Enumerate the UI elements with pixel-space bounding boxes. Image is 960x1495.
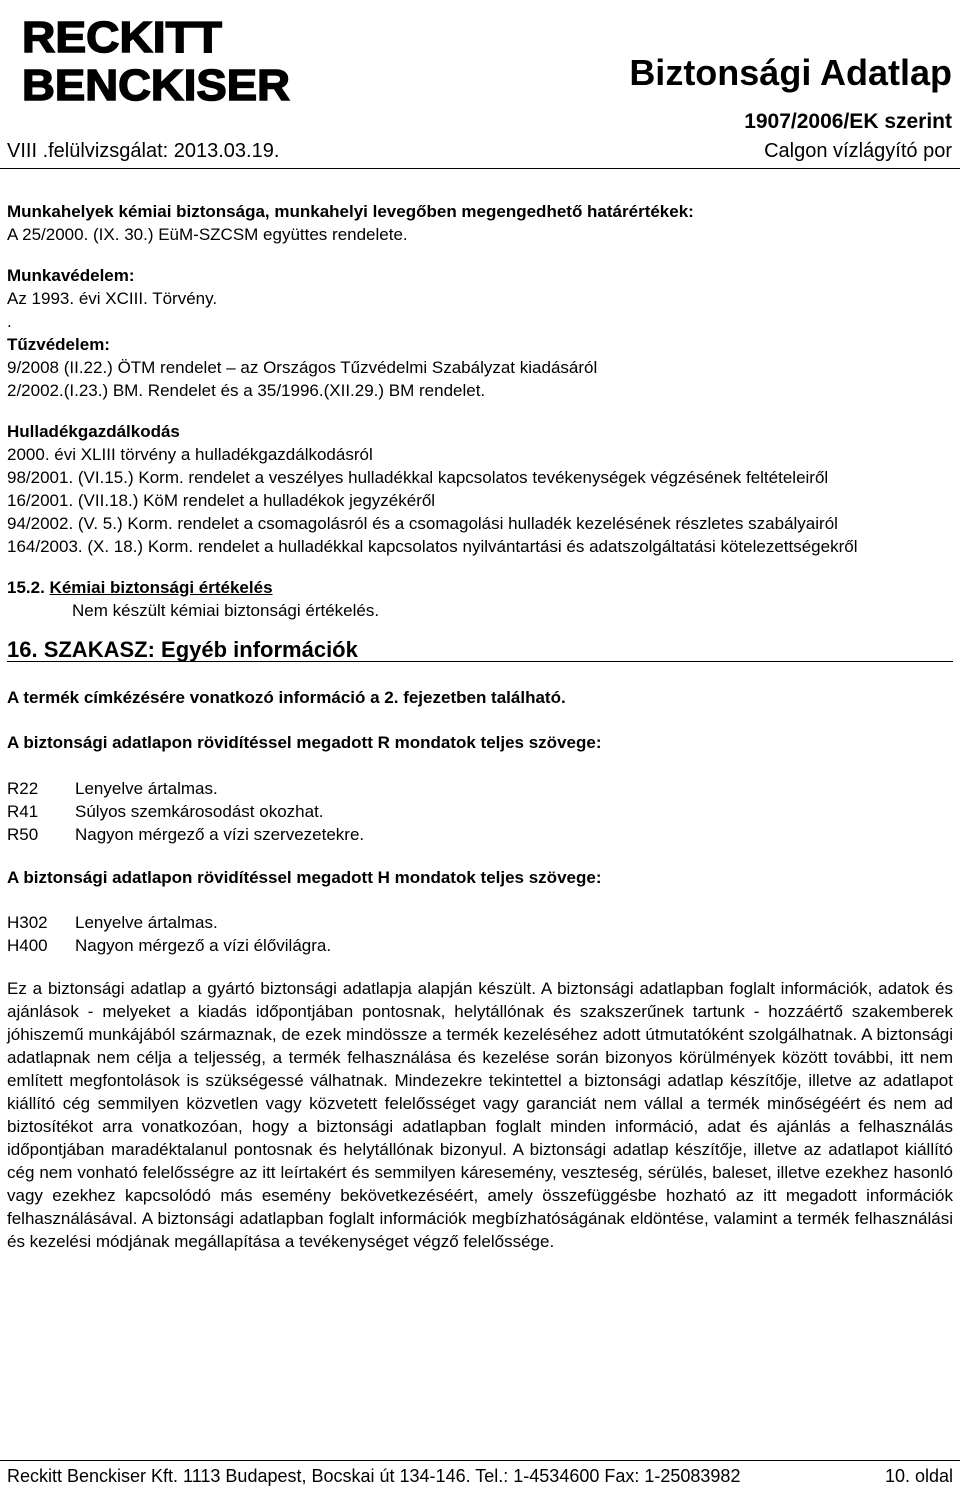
logo-line1: RECKITT	[22, 14, 223, 62]
h-phrase-row	[7, 934, 953, 957]
logo-line2: BENCKISER	[22, 61, 290, 106]
waste-item: 2000. évi XLIII törvény a hulladékgazdálkodásról	[7, 445, 373, 464]
separator-dot: .	[7, 312, 12, 331]
r-phrase-text: Súlyos szemkárosodást okozhat.	[75, 802, 324, 821]
waste-item: 164/2003. (X. 18.) Korm. rendelet a hulladékkal kapcsolatos nyilvántartási és adatszolgáltatási kötelezettségekről	[7, 537, 858, 556]
waste-item: 16/2001. (VII.18.) KöM rendelet a hulladékok jegyzékéről	[7, 491, 436, 510]
section-15-2-number: 15.2.	[7, 578, 45, 597]
r-phrase-row	[7, 777, 953, 800]
r-phrase-text: Nagyon mérgező a vízi szervezetekre.	[75, 825, 365, 844]
document-title: Biztonsági Adatlap	[629, 52, 952, 93]
workplace-heading: Munkahelyek kémiai biztonsága, munkahelyi levegőben megengedhető határértékek:	[7, 202, 694, 221]
labor-text: Az 1993. évi XCIII. Törvény.	[7, 289, 218, 308]
section-16-title: 16. SZAKASZ: Egyéb információk	[7, 637, 358, 662]
h-phrase-text: Nagyon mérgező a vízi élővilágra.	[75, 936, 332, 955]
r-phrase-code: R41	[7, 802, 39, 821]
waste-item: 94/2002. (V. 5.) Korm. rendelet a csomagolásról és a csomagolási hulladék kezelésének részletes szabályairól	[7, 514, 838, 533]
footer	[7, 1466, 953, 1487]
fire-line-2: 2/2002.(I.23.) BM. Rendelet és a 35/1996.(XII.29.) BM rendelet.	[7, 381, 486, 400]
reckitt-benckiser-logo	[22, 14, 292, 106]
section-15-2-text: Nem készült kémiai biztonsági értékelés.	[72, 601, 380, 620]
document-body	[7, 200, 953, 1253]
fire-line-1: 9/2008 (II.22.) ÖTM rendelet – az Országos Tűzvédelmi Szabályzat kiadásáról	[7, 358, 598, 377]
regulation-label: 1907/2006/EK szerint	[744, 110, 952, 133]
h-phrases-heading: A biztonsági adatlapon rövidítéssel megadott H mondatok teljes szövege:	[7, 868, 602, 887]
fire-heading: Tűzvédelem:	[7, 335, 110, 354]
revision-label: VIII .felülvizsgálat: 2013.03.19.	[7, 140, 280, 162]
product-name: Calgon vízlágyító por	[764, 140, 952, 162]
header-divider	[0, 168, 960, 169]
workplace-text: A 25/2000. (IX. 30.) EüM-SZCSM együttes rendelete.	[7, 225, 408, 244]
footer-divider	[0, 1460, 960, 1461]
r-phrases-heading: A biztonsági adatlapon rövidítéssel megadott R mondatok teljes szövege:	[7, 733, 602, 752]
h-phrase-row	[7, 911, 953, 934]
h-phrase-code: H400	[7, 936, 48, 955]
disclaimer-paragraph: Ez a biztonsági adatlap a gyártó biztonsági adatlapja alapján készült. A biztonsági adatlapban foglalt információk, adatok és ajánlások - melyeket a kiadás időpontjában pontosnak, helytállónak és szakszerűnek tartunk - hozzáértő szakemberek jóhiszemű munkájából származnak, de ezek mindössze a termék kezeléséhez adott útmutatóként szolgálhatnak. A biztonsági adatlapnak nem célja a teljesség, a termék felhasználása és kezelése során bizonyos körülmények között további, itt nem említett megfontolások is szükségessé válhatnak. Mindezekre tekintettel a biztonsági adatlap készítője, illetve az adatlapot kiállító cég semmilyen közvetlen vagy közvetett felelősséget vagy garanciát nem vállal a termék minőségéért és nem ad biztosítékot arra vonatkozóan, hogy a biztonsági adatlapban foglalt minden információ, adat és ajánlás a felhasználás időpontjában maradéktalanul pontosnak és helytállónak bizonyul. A biztonsági adatlap készítője, illetve az adatlapot kiállító cég nem vonható felelősségre az itt leírtakért és semmilyen káresemény, veszteség, sérülés, baleset, illetve ezekhez hasonló vagy ezekhez kapcsolódó más esemény bekövetkezéséért, amely összefüggésbe hozható az itt megadott információk felhasználásával. A biztonsági adatlapban foglalt információk megbízhatóságának eldöntése, valamint a termék felhasználási és kezelési módjának megállapítása a tevékenységet végző felelőssége.	[7, 979, 953, 1251]
waste-item: 98/2001. (VI.15.) Korm. rendelet a veszélyes hulladékkal kapcsolatos tevékenységek végzésének feltételeiről	[7, 468, 829, 487]
section-15-2-heading	[7, 576, 953, 599]
r-phrase-text: Lenyelve ártalmas.	[75, 779, 218, 798]
labor-heading: Munkavédelem:	[7, 266, 135, 285]
h-phrase-text: Lenyelve ártalmas.	[75, 913, 218, 932]
section-15-2-title: Kémiai biztonsági értékelés	[49, 578, 273, 597]
r-phrase-row	[7, 800, 953, 823]
r-phrase-code: R50	[7, 825, 39, 844]
footer-company: Reckitt Benckiser Kft. 1113 Budapest, Bocskai út 134-146. Tel.: 1-4534600 Fax: 1-25083982	[7, 1466, 741, 1486]
r-phrase-row	[7, 823, 953, 846]
page-number: 10. oldal	[884, 1466, 953, 1486]
r-phrase-code: R22	[7, 779, 39, 798]
h-phrase-code: H302	[7, 913, 48, 932]
waste-heading: Hulladékgazdálkodás	[7, 422, 180, 441]
label-info: A termék címkézésére vonatkozó információ a 2. fejezetben található.	[7, 688, 566, 707]
